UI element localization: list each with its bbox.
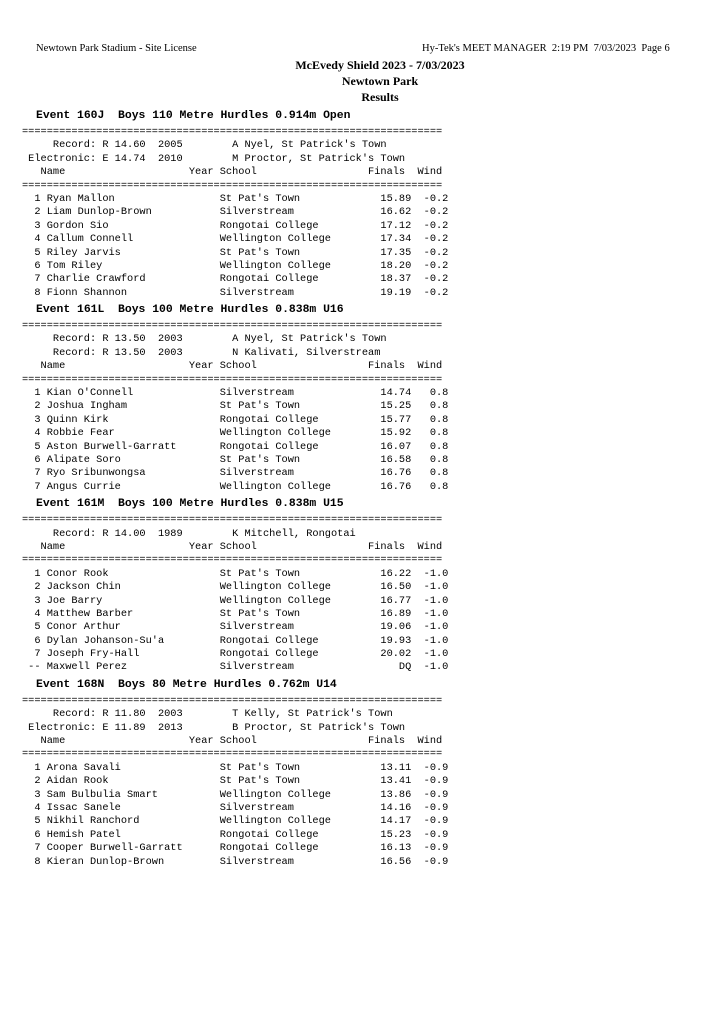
result-row: 2 Jackson Chin Wellington College 16.50 -1.0 [22,581,449,594]
result-row: 2 Liam Dunlop-Brown Silverstream 16.62 -0.2 [22,206,449,219]
result-row: 7 Joseph Fry-Hall Rongotai College 20.02 -1.0 [22,648,449,661]
rule-line: ==================================================================== [22,694,443,707]
result-row: 5 Nikhil Ranchord Wellington College 14.17 -0.9 [22,815,449,828]
software-info: Hy-Tek's MEET MANAGER 2:19 PM 7/03/2023 Page 6 [422,43,670,54]
result-row: -- Maxwell Perez Silverstream DQ -1.0 [22,661,449,674]
result-row: 7 Angus Currie Wellington College 16.76 0.8 [22,480,449,493]
result-row: 1 Arona Savali St Pat's Town 13.11 -0.9 [22,761,449,774]
result-row: 5 Aston Burwell-Garratt Rongotai College 16.07 0.8 [22,440,449,453]
result-row: 6 Hemish Patel Rongotai College 15.23 -0.9 [22,828,449,841]
result-row: 2 Joshua Ingham St Pat's Town 15.25 0.8 [22,400,449,413]
record-line: Record: R 13.50 2003 N Kalivati, Silverstream [22,346,381,359]
record-line: Electronic: E 11.89 2013 B Proctor, St Patrick's Town [22,721,406,734]
rule-line: ==================================================================== [22,126,443,138]
result-row: 3 Gordon Sio Rongotai College 17.12 -0.2 [22,219,449,232]
result-row: 3 Sam Bulbulia Smart Wellington College 13.86 -0.9 [22,788,449,801]
result-row: 1 Ryan Mallon St Pat's Town 15.89 -0.2 [22,192,449,205]
event-title: Event 168N Boys 80 Metre Hurdles 0.762m U14 [36,678,337,691]
result-row: 7 Charlie Crawford Rongotai College 18.37 -0.2 [22,273,449,286]
column-headers: Name Year School Finals Wind [22,735,443,748]
record-line: Record: R 11.80 2003 T Kelly, St Patrick's Town [22,708,393,721]
result-row: 6 Tom Riley Wellington College 18.20 -0.2 [22,259,449,272]
rule-line: ==================================================================== [22,554,443,567]
rule-line: ==================================================================== [22,514,443,527]
result-row: 6 Dylan Johanson-Su'a Rongotai College 19.93 -1.0 [22,634,449,647]
rule-line: ==================================================================== [22,748,443,761]
rule-line: ==================================================================== [22,179,443,192]
section-title: Results [361,90,399,104]
result-row: 3 Quinn Kirk Rongotai College 15.77 0.8 [22,413,449,426]
result-row: 4 Robbie Fear Wellington College 15.92 0.8 [22,427,449,440]
rule-line: ==================================================================== [22,320,443,333]
result-row: 8 Kieran Dunlop-Brown Silverstream 16.56 -0.9 [22,855,449,868]
event-title: Event 161M Boys 100 Metre Hurdles 0.838m U15 [36,498,344,511]
site-license: Newtown Park Stadium - Site License [36,43,197,54]
result-row: 6 Alipate Soro St Pat's Town 16.58 0.8 [22,453,449,466]
result-row: 4 Matthew Barber St Pat's Town 16.89 -1.0 [22,607,449,620]
event-title: Event 161L Boys 100 Metre Hurdles 0.838m U16 [36,304,344,317]
record-line: Record: R 14.00 1989 K Mitchell, Rongotai [22,527,356,540]
venue: Newtown Park [341,74,419,88]
result-row: 7 Cooper Burwell-Garratt Rongotai College 16.13 -0.9 [22,842,449,855]
result-row: 5 Riley Jarvis St Pat's Town 17.35 -0.2 [22,246,449,259]
event-title: Event 160J Boys 110 Metre Hurdles 0.914m Open [36,110,351,122]
column-headers: Name Year School Finals Wind [22,540,443,553]
record-line: Record: R 14.60 2005 A Nyel, St Patrick's Town [22,139,387,152]
result-row: 4 Issac Sanele Silverstream 14.16 -0.9 [22,801,449,814]
column-headers: Name Year School Finals Wind [22,166,443,179]
record-line: Electronic: E 14.74 2010 M Proctor, St Patrick's Town [22,152,406,165]
column-headers: Name Year School Finals Wind [22,360,443,373]
result-row: 2 Aidan Rook St Pat's Town 13.41 -0.9 [22,775,449,788]
result-row: 1 Kian O'Connell Silverstream 14.74 0.8 [22,387,449,400]
result-row: 3 Joe Barry Wellington College 16.77 -1.0 [22,594,449,607]
result-row: 5 Conor Arthur Silverstream 19.06 -1.0 [22,621,449,634]
rule-line: ==================================================================== [22,373,443,386]
result-row: 1 Conor Rook St Pat's Town 16.22 -1.0 [22,567,449,580]
results-report [22,106,448,869]
result-row: 7 Ryo Sribunwongsa Silverstream 16.76 0.8 [22,467,449,480]
result-row: 4 Callum Connell Wellington College 17.34 -0.2 [22,233,449,246]
result-row: 8 Fionn Shannon Silverstream 19.19 -0.2 [22,286,449,299]
meet-title: McEvedy Shield 2023 - 7/03/2023 [295,58,465,72]
record-line: Record: R 13.50 2003 A Nyel, St Patrick's Town [22,333,387,346]
